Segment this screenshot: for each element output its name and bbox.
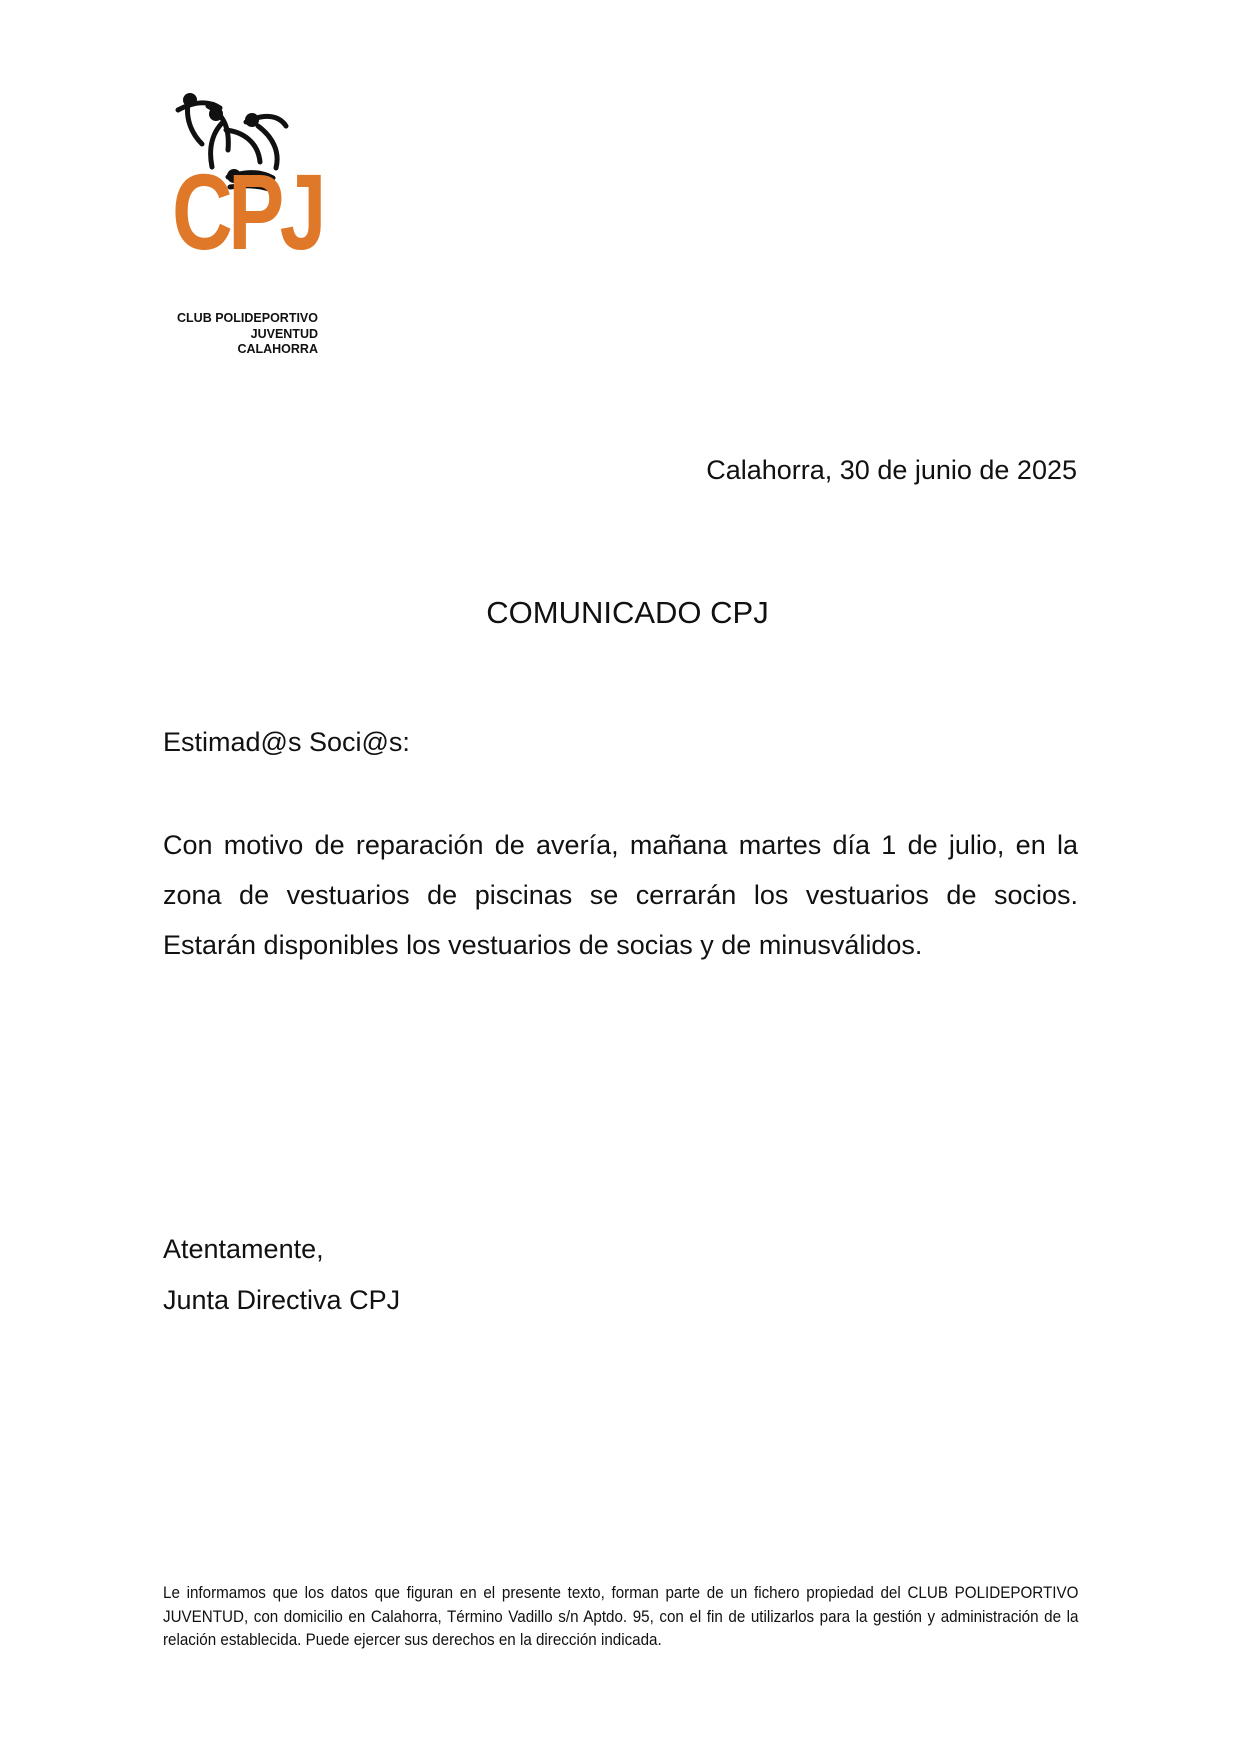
logo-club-line: JUVENTUD xyxy=(250,326,318,341)
letter-greeting: Estimad@s Soci@s: xyxy=(163,727,410,757)
logo-club-line: CALAHORRA xyxy=(237,342,318,356)
letter-title: COMUNICADO CPJ xyxy=(486,595,769,630)
letter-body: Con motivo de reparación de avería, mañana martes día 1 de julio, en la zona de vestuarios de piscinas se cerrarán los vestuarios de socios. Estarán disponibles los vestuarios de socias y de minusválidos. xyxy=(163,830,1078,960)
logo-club-name xyxy=(172,311,318,358)
privacy-notice: Le informamos que los datos que figuran en el presente texto, forman parte de un fichero propiedad del CLUB POLIDEPORTIVO JUVENTUD, con domicilio en Calahorra, Término Vadillo s/n Aptdo. 95, con el fin de utilizarlos para la gestión y administración de la relación establecida. Puede ejercer sus derechos en la dirección indicada. xyxy=(163,1584,1079,1649)
club-logo xyxy=(168,92,328,362)
logo-initials: CPJ xyxy=(172,151,322,272)
letter-date: Calahorra, 30 de junio de 2025 xyxy=(706,455,1077,485)
logo-club-line: CLUB POLIDEPORTIVO xyxy=(177,311,318,325)
letter-closing xyxy=(163,1224,400,1326)
signature: Junta Directiva CPJ xyxy=(163,1285,401,1315)
closing-phrase: Atentamente, xyxy=(163,1234,324,1264)
